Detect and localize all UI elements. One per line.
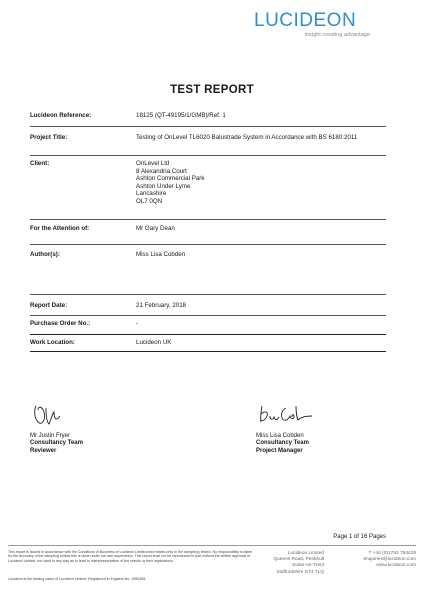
divider [30, 334, 386, 335]
client-line: Lancashire [136, 190, 167, 198]
divider [30, 244, 386, 245]
address-line: Staffordshire ST4 7LQ [276, 569, 324, 575]
lucideon-logo [254, 11, 374, 38]
client-address [136, 160, 381, 206]
divider [30, 219, 386, 220]
project-value: Testing of OnLevel TL6020 Balustrade System in Accordance with BS 6180:2011 [136, 134, 358, 141]
client-line: Ashton Commercial Park [136, 175, 205, 183]
divider [30, 315, 386, 316]
footer-divider [8, 545, 416, 546]
logo-wordmark: LUCIDEON [254, 10, 357, 31]
footer-contact [330, 551, 416, 570]
location-label: Work Location: [30, 339, 75, 346]
divider [30, 126, 386, 127]
divider [30, 351, 386, 352]
page-number: Page 1 of 16 Pages [333, 534, 386, 540]
reviewer-block [30, 433, 83, 455]
po-value: - [136, 320, 139, 327]
manager-signature [256, 402, 316, 426]
date-label: Report Date: [30, 302, 68, 309]
address-line: Stoke-on-Trent [292, 563, 324, 569]
attention-label: For the Attention of: [30, 225, 90, 232]
footer-disclaimer: This report is issued in accordance with the Conditions of Business of Lucideon Limited and relates only to the sample(s) tested. No responsibility is taken for the accuracy of the sampling unless this is done under our own supervision. This report shall not be reproduced in part without the written approval of Lucideon Limited, nor used in any way as to lead to misrepresentation of the results or their implications. [8, 550, 253, 563]
client-line: 8 Alexandria Court [136, 167, 187, 175]
manager-block [256, 433, 309, 455]
client-line: OnLevel Ltd [136, 160, 170, 167]
footer-address [262, 551, 324, 576]
reviewer-team: Consultancy Team [30, 440, 83, 447]
contact-phone: T +44 (0)1782 764428 [368, 551, 416, 556]
reviewer-signature [30, 400, 66, 430]
client-line: OL7 0QN [136, 197, 163, 205]
reviewer-role: Reviewer [30, 447, 57, 454]
logo-tagline: insight creating advantage [304, 32, 370, 38]
client-label: Client: [30, 160, 50, 167]
divider [30, 155, 386, 156]
divider [30, 294, 386, 295]
project-label: Project Title: [30, 134, 68, 141]
date-value: 21 February, 2018 [136, 302, 187, 309]
location-value: Lucideon UK [136, 339, 172, 346]
authors-value: Miss Lisa Cobden [136, 251, 186, 258]
reference-label: Lucideon Reference: [30, 112, 92, 119]
po-label: Purchase Order No.: [30, 320, 91, 327]
contact-email[interactable]: enquiries@lucideon.com [363, 557, 416, 563]
contact-website[interactable]: www.lucideon.com [376, 563, 416, 569]
manager-role: Project Manager [256, 447, 303, 454]
address-line: Lucideon Limited [287, 551, 324, 556]
address-line: Queens Road, Penkhull [273, 557, 324, 563]
reviewer-name: Mr Justin Fryer [30, 433, 71, 439]
reference-value: 18125 (QT-49195/1/GMB)/Ref. 1 [136, 112, 226, 119]
footer-trading-name: Lucideon is the trading name of Lucideon Limited. Registered in England No. 1960455. [8, 577, 147, 581]
authors-label: Author(s): [30, 251, 60, 258]
report-title: TEST REPORT [170, 84, 254, 96]
manager-team: Consultancy Team [256, 440, 309, 447]
attention-value: Mr Gary Dean [136, 225, 175, 232]
manager-name: Miss Lisa Cobden [256, 433, 304, 439]
client-line: Ashton Under Lyme [136, 182, 191, 190]
